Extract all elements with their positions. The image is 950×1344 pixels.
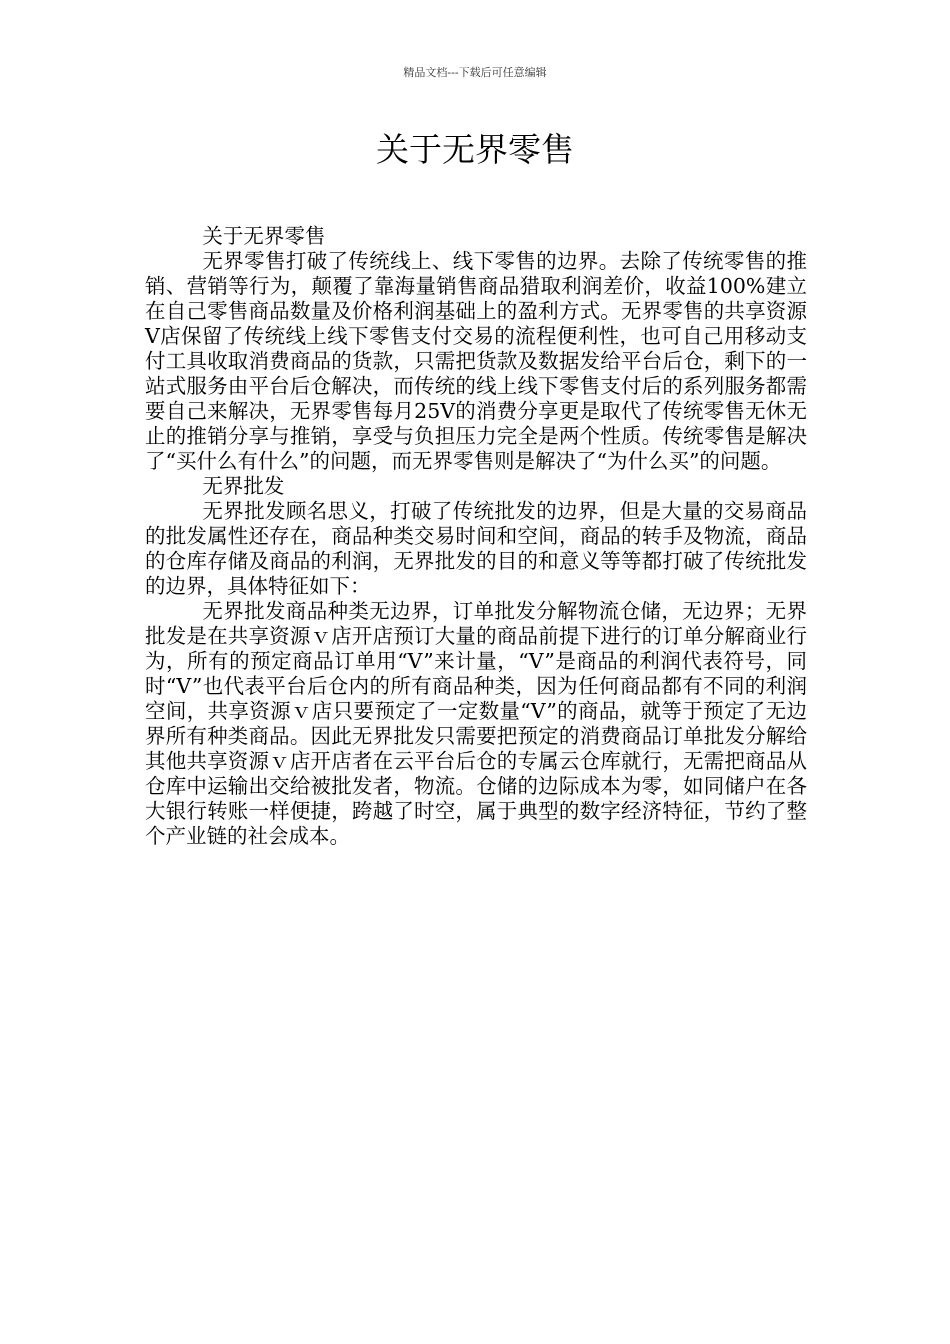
paragraph-retail-description: 无界零售打破了传统线上、线下零售的边界。去除了传统零售的推销、营销等行为，颠覆了靠海量销售商品猎取利润差价，收益100%建立在自己零售商品数量及价格利润基础上的盈利方式。无界零售的共享资源Ⅴ店保留了传统线上线下零售支付交易的流程便利性，也可自己用移动支付工具收取消费商品的货款，只需把货款及数据发给平台后仓，剩下的一站式服务由平台后仓解决，而传统的线上线下零售支付后的系列服务都需要自己来解决，无界零售每月25V的消费分享更是取代了传统零售无休无止的推销分享与推销，享受与负担压力完全是两个性质。传统零售是解决了“买什么有什么”的问题，而无界零售则是解决了“为什么买”的问题。 [145,249,807,473]
section-heading-retail: 关于无界零售 [202,224,326,248]
paragraph-wholesale-features: 无界批发商品种类无边界，订单批发分解物流仓储，无边界；无界批发是在共享资源ｖ店开店预订大量的商品前提下进行的订单分解商业行为，所有的预定商品订单用“V”来计量，“V”是商品的利润代表符号，同时“V”也代表平台后仓内的所有商品种类，因为任何商品都有不同的利润空间，共享资源ｖ店只要预定了一定数量“V”的商品，就等于预定了无边界所有种类商品。因此无界批发只需要把预定的消费商品订单批发分解给其他共享资源ｖ店开店者在云平台后仓的专属云仓库就行，无需把商品从仓库中运输出交给被批发者，物流。仓储的边际成本为零，如同储户在各大银行转账一样便捷，跨越了时空，属于典型的数字经济特征，节约了整个产业链的社会成本。 [145,599,807,848]
section-heading-wholesale: 无界批发 [202,474,285,498]
document-body [145,224,807,849]
paragraph-wholesale-intro: 无界批发顾名思义，打破了传统批发的边界，但是大量的交易商品的批发属性还存在，商品种类交易时间和空间，商品的转手及物流，商品的仓库存储及商品的利润，无界批发的目的和意义等等都打破了传统批发的边界，具体特征如下： [145,499,807,598]
document-title: 关于无界零售 [376,130,574,169]
page-header-note: 精品文档---下载后可任意编辑 [403,66,547,79]
